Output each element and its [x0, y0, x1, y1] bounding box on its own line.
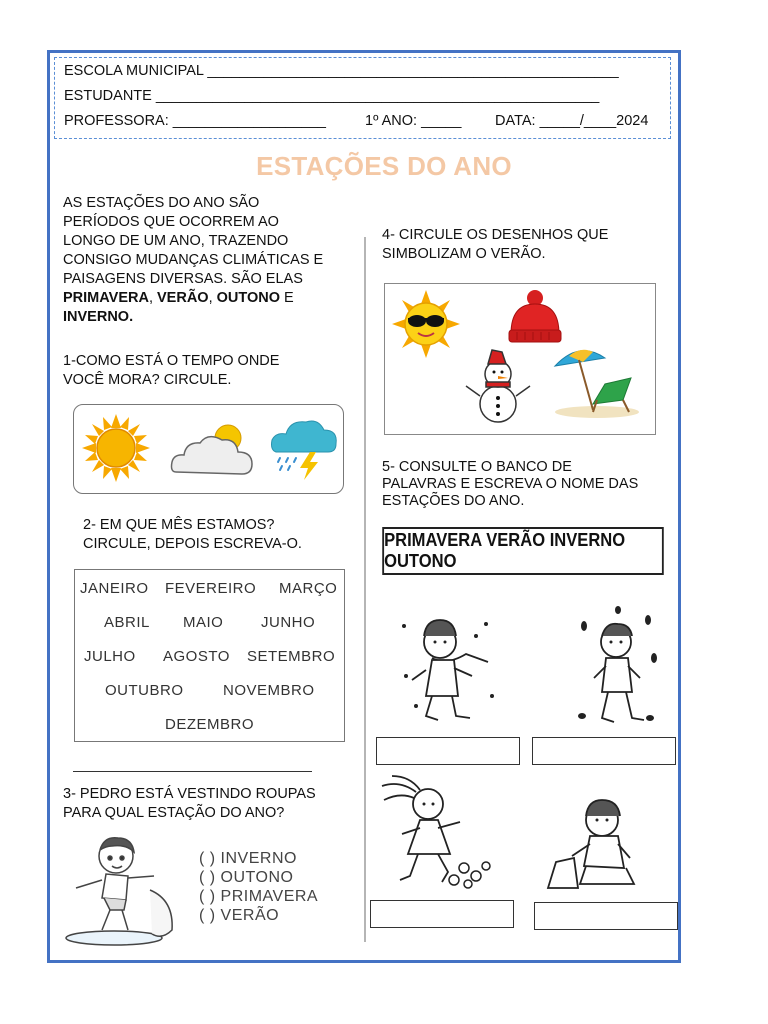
spring-girl-icon	[380, 772, 504, 896]
month-item[interactable]: FEVEREIRO	[165, 580, 257, 597]
storm-cloud-icon[interactable]	[270, 414, 340, 482]
intro-line-seasons	[63, 289, 323, 308]
month-answer-line[interactable]	[73, 771, 312, 772]
q2-line: CIRCULE, DEPOIS ESCREVA-O.	[83, 536, 302, 552]
q4-line: 4- CIRCULE OS DESENHOS QUE	[382, 227, 609, 243]
q5-line: ESTAÇÕES DO ANO.	[382, 493, 525, 509]
partly-cloudy-icon[interactable]	[170, 420, 258, 480]
season-spring: PRIMAVERA	[63, 290, 149, 306]
date-field[interactable]: DATA: _____/____2024	[495, 113, 649, 129]
answer-box-winter[interactable]	[376, 737, 520, 765]
month-item[interactable]: MARÇO	[279, 580, 338, 597]
intro-line: LONGO DE UM ANO, TRAZENDO	[63, 233, 289, 249]
q5-line: 5- CONSULTE O BANCO DE	[382, 459, 572, 475]
month-item[interactable]: NOVEMBRO	[223, 682, 315, 699]
grade-field[interactable]: 1º ANO: _____	[365, 113, 462, 129]
boy-surfing-icon	[62, 830, 182, 950]
intro-line-winter	[63, 308, 323, 327]
season-summer: VERÃO	[157, 290, 209, 306]
beach-umbrella-chair-icon[interactable]	[553, 344, 641, 420]
q1-line: VOCÊ MORA? CIRCULE.	[63, 372, 232, 388]
month-item[interactable]: SETEMBRO	[247, 648, 336, 665]
summer-child-icon	[544, 792, 654, 892]
q1-line: 1-COMO ESTÁ O TEMPO ONDE	[63, 353, 280, 369]
month-item[interactable]: OUTUBRO	[105, 682, 184, 699]
and-word: E	[280, 290, 294, 306]
season-winter: INVERNO.	[63, 309, 134, 325]
word-bank: PRIMAVERA VERÃO INVERNO OUTONO	[382, 527, 664, 575]
question-4	[382, 226, 608, 264]
student-field[interactable]: ESTUDANTE _______________________________________________________	[64, 88, 600, 104]
q3-line: 3- PEDRO ESTÁ VESTINDO ROUPAS	[63, 786, 316, 802]
month-item[interactable]: JULHO	[84, 648, 136, 665]
answer-box-summer[interactable]	[534, 902, 678, 930]
comma: ,	[148, 290, 157, 306]
q4-line: SIMBOLIZAM O VERÃO.	[382, 246, 546, 262]
question-3	[63, 785, 316, 823]
month-item[interactable]: AGOSTO	[163, 648, 230, 665]
snowman-icon[interactable]	[462, 346, 534, 428]
winter-child-icon	[396, 606, 500, 732]
month-item[interactable]: JANEIRO	[80, 580, 149, 597]
intro-line: PAISAGENS DIVERSAS. SÃO ELAS	[63, 271, 303, 287]
intro-line: AS ESTAÇÕES DO ANO SÃO	[63, 195, 260, 211]
month-item[interactable]: MAIO	[183, 614, 224, 631]
option-winter[interactable]: ( ) INVERNO	[199, 850, 297, 867]
header-box	[54, 57, 671, 139]
q5-line: PALAVRAS E ESCREVA O NOME DAS	[382, 476, 639, 492]
month-item[interactable]: DEZEMBRO	[165, 716, 255, 733]
option-spring[interactable]: ( ) PRIMAVERA	[199, 888, 319, 905]
answer-box-spring[interactable]	[370, 900, 514, 928]
answer-box-autumn[interactable]	[532, 737, 676, 765]
teacher-field[interactable]: PROFESSORA: ___________________	[64, 113, 326, 129]
winter-hat-icon[interactable]	[505, 290, 563, 346]
school-field[interactable]: ESCOLA MUNICIPAL ___________________________________________________	[64, 63, 619, 79]
question-2	[83, 516, 302, 554]
intro-line: CONSIGO MUDANÇAS CLIMÁTICAS E	[63, 252, 324, 268]
intro-text	[63, 194, 323, 327]
question-5	[382, 459, 638, 510]
option-summer[interactable]: ( ) VERÃO	[199, 907, 280, 924]
month-item[interactable]: ABRIL	[104, 614, 150, 631]
page-title: ESTAÇÕES DO ANO	[256, 151, 512, 181]
sun-sunglasses-icon[interactable]	[390, 288, 462, 360]
q3-line: PARA QUAL ESTAÇÃO DO ANO?	[63, 805, 285, 821]
comma: ,	[208, 290, 217, 306]
intro-line: PERÍODOS QUE OCORREM AO	[63, 214, 279, 230]
autumn-child-icon	[574, 606, 660, 732]
q2-line: 2- EM QUE MÊS ESTAMOS?	[83, 517, 275, 533]
sun-icon[interactable]	[80, 412, 152, 484]
option-autumn[interactable]: ( ) OUTONO	[199, 869, 294, 886]
month-item[interactable]: JUNHO	[261, 614, 316, 631]
season-autumn: OUTONO	[216, 290, 281, 306]
question-1	[63, 352, 279, 390]
column-divider	[364, 237, 366, 942]
